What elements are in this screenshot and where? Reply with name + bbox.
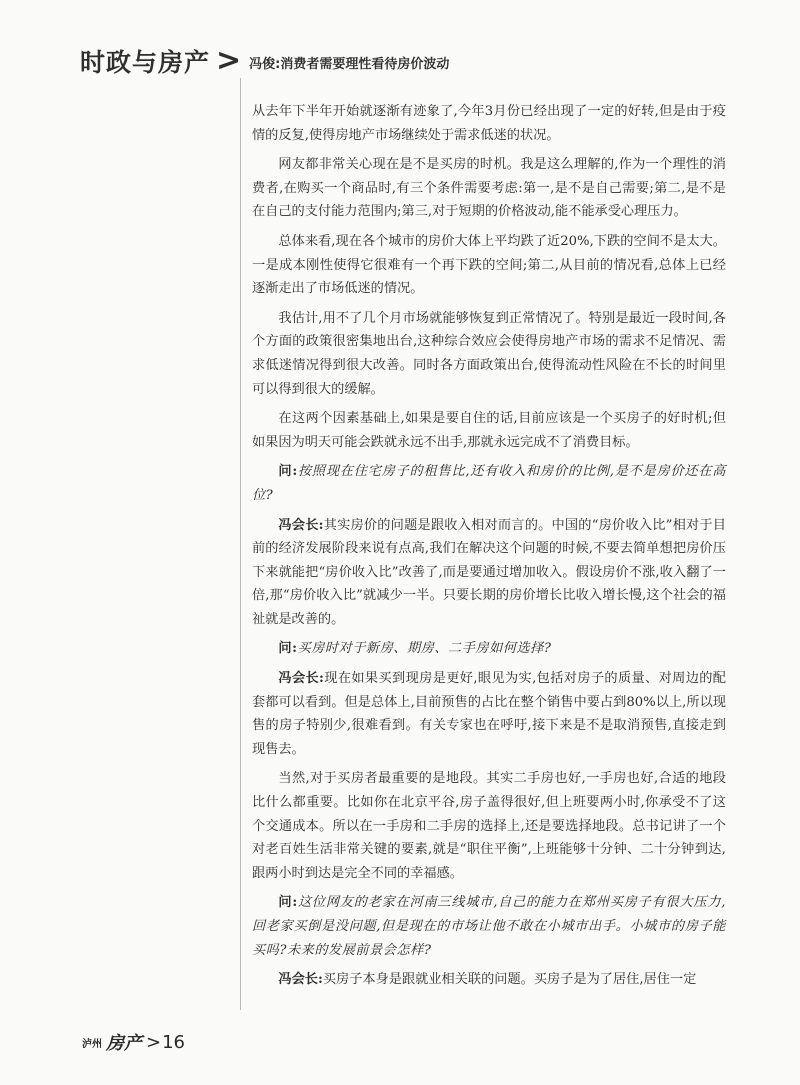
article-title: 冯俊:消费者需要理性看待房价波动: [249, 56, 450, 72]
page-number: 16: [162, 1031, 185, 1053]
page-header: [80, 44, 449, 78]
speaker-label: 问:: [278, 464, 298, 480]
answer: 冯会长:现在如果买到现房是更好,眼见为实,包括对房子的质量、对周边的配套都可以看到。但是总体上,目前预售的占比在整个销售中要占到80%以上,所以现售的房子特别少,很难看到。有关专家也在呼吁,接下来是不是取消预售,直接走到现售去。: [252, 671, 726, 757]
section-title: 时政与房产: [80, 48, 211, 77]
page-footer: [82, 1029, 185, 1055]
chevron-right-icon: >: [146, 1031, 162, 1053]
speaker-label: 冯会长:: [278, 972, 323, 988]
answer: 冯会长:买房子本身是跟就业相关联的问题。买房子是为了居住,居住一定: [278, 972, 697, 988]
question: 问:买房时对于新房、期房、二手房如何选择?: [278, 641, 552, 657]
vertical-divider: [240, 78, 241, 1010]
magazine-logo: 房产: [106, 1033, 142, 1054]
speaker-label: 问:: [278, 641, 298, 657]
speaker-label: 冯会长:: [278, 517, 324, 533]
paragraph: 当然,对于买房者最重要的是地段。其实二手房也好,一手房也好,合适的地段比什么都重要。比如你在北京平谷,房子盖得很好,但上班要两小时,你承受不了这个交通成本。所以在一手房和二手房的选择上,还是要选择地段。总书记讲了一个对老百姓生活非常关键的要素,就是“职住平衡”,上班能够十分钟、二十分钟到达,跟两小时到达是完全不同的幸福感。: [252, 771, 726, 881]
footer-city: 泸州: [82, 1038, 102, 1050]
question: 问:按照现在住宅房子的租售比,还有收入和房价的比例,是不是房价还在高位?: [252, 464, 726, 503]
paragraph: 网友都非常关心现在是不是买房的时机。我是这么理解的,作为一个理性的消费者,在购买一个商品时,有三个条件需要考虑:第一,是不是自己需要;第二,是不是在自己的支付能力范围内;第三,对于短期的价格波动,能不能承受心理压力。: [252, 157, 726, 220]
paragraph: 我估计,用不了几个月市场就能够恢复到正常情况了。特别是最近一段时间,各个方面的政策很密集地出台,这种综合效应会使得房地产市场的需求不足情况、需求低迷情况得到很大改善。同时各方面政策出台,使得流动性风险在不长的时间里可以得到很大的缓解。: [252, 310, 726, 397]
chevron-right-icon: >: [216, 43, 242, 78]
paragraph: 从去年下半年开始就逐渐有迹象了,今年3月份已经出现了一定的好转,但是由于疫情的反复,使得房地产市场继续处于需求低迷的状况。: [252, 104, 726, 143]
answer: 冯会长:其实房价的问题是跟收入相对而言的。中国的“房价收入比”相对于目前的经济发展阶段来说有点高,我们在解决这个问题的时候,不要去简单想把房价压下来就能把“房价收入比”改善了,而是要通过增加收入。假设房价不涨,收入翻了一倍,那“房价收入比”就减少一半。只要长期的房价增长比收入增长慢,这个社会的福祉就是改善的。: [252, 517, 726, 627]
question: 问:这位网友的老家在河南三线城市,自己的能力在郑州买房子有很大压力,回老家买倒是没问题,但是现在的市场让他不敢在小城市出手。小城市的房子能买吗?未来的发展前景会怎样?: [252, 895, 726, 958]
speaker-label: 问:: [278, 895, 298, 911]
paragraph: 总体来看,现在各个城市的房价大体上平均跌了近20%,下跌的空间不是太大。一是成本刚性使得它很难有一个再下跌的空间;第二,从目前的情况看,总体上已经逐渐走出了市场低迷的情况。: [252, 233, 726, 297]
article-body: [252, 100, 726, 998]
speaker-label: 冯会长:: [278, 671, 324, 687]
paragraph: 在这两个因素基础上,如果是要自住的话,目前应该是一个买房子的好时机;但如果因为明天可能会跌就永远不出手,那就永远完成不了消费目标。: [252, 411, 726, 450]
